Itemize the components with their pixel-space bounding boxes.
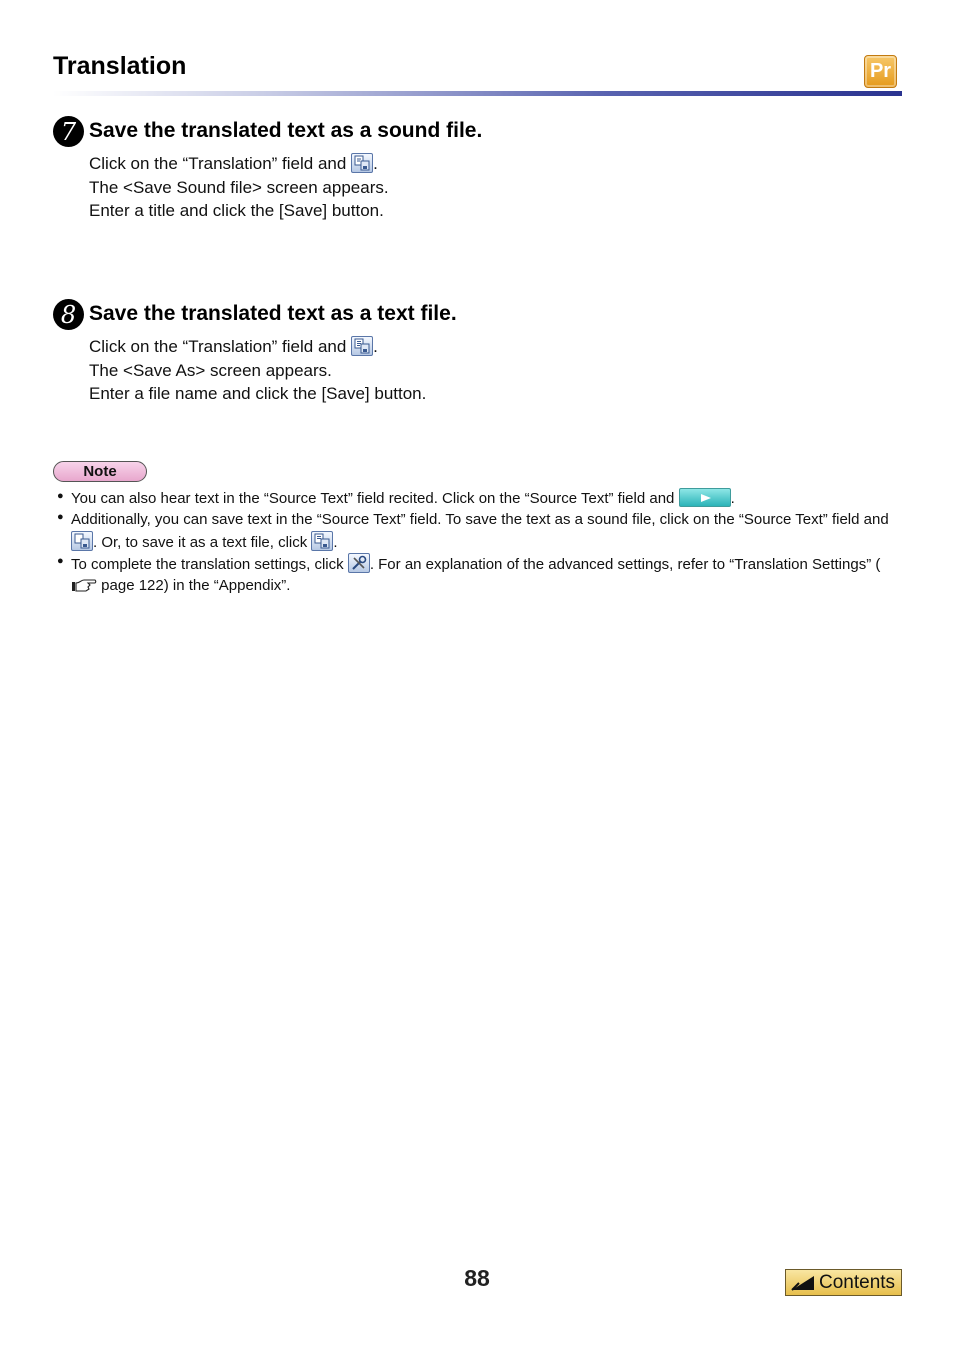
step-body xyxy=(89,152,389,223)
note-text: . Or, to save it as a text file, click xyxy=(93,533,308,551)
step-line xyxy=(89,152,389,176)
note-text: To complete the translation settings, click xyxy=(71,555,344,573)
bullet-icon: ● xyxy=(57,554,64,567)
title-divider xyxy=(53,91,902,96)
return-arrow-icon xyxy=(790,1274,816,1292)
note-text: You can also hear text in the “Source Text” field recited. Click on the “Source Text” field and xyxy=(71,490,675,507)
note-text: page 122) in the “Appendix”. xyxy=(97,577,291,595)
contents-label: Contents xyxy=(819,1271,896,1293)
settings-tools-icon xyxy=(348,553,370,573)
step-line: Enter a file name and click the [Save] button. xyxy=(89,384,427,403)
step-text: Click on the “Translation” field and xyxy=(89,337,347,356)
bullet-icon: ● xyxy=(57,511,64,524)
note-badge: Note xyxy=(53,461,147,482)
app-logo-icon: Pr xyxy=(864,55,897,88)
note-text: . xyxy=(730,490,735,507)
page-number: 88 xyxy=(464,1265,490,1291)
save-sound-icon xyxy=(351,153,373,173)
note-item xyxy=(56,488,906,509)
note-text: . For an explanation of the advanced settings, refer to “Translation Settings” ( xyxy=(369,555,881,573)
note-item xyxy=(56,509,906,553)
save-sound-icon xyxy=(71,531,93,551)
step-line: Enter a title and click the [Save] button. xyxy=(89,201,384,220)
step-line: The <Save Sound file> screen appears. xyxy=(89,177,389,197)
play-icon xyxy=(679,488,731,507)
pointing-hand-icon xyxy=(71,577,97,599)
save-text-icon xyxy=(351,336,373,356)
step-heading: Save the translated text as a text file. xyxy=(89,302,457,325)
contents-button[interactable] xyxy=(785,1269,902,1296)
step-line: The <Save As> screen appears. xyxy=(89,360,332,380)
save-text-icon xyxy=(311,531,333,551)
step-body xyxy=(89,335,426,406)
page-title: Translation xyxy=(53,52,187,80)
bullet-icon: ● xyxy=(57,490,64,502)
step-heading: Save the translated text as a sound file. xyxy=(89,119,483,142)
note-list xyxy=(56,488,906,599)
step-text: . xyxy=(373,337,378,356)
note-item xyxy=(56,553,906,600)
note-text: . xyxy=(333,533,338,551)
step-number: 7 xyxy=(53,116,84,147)
step-number: 8 xyxy=(53,299,84,330)
step-text: . xyxy=(373,154,378,173)
step-line xyxy=(89,335,426,359)
note-text: Additionally, you can save text in the “Source Text” field. To save the text as a sound file, click on the “Source Text” field and xyxy=(71,511,889,529)
step-text: Click on the “Translation” field and xyxy=(89,154,347,173)
